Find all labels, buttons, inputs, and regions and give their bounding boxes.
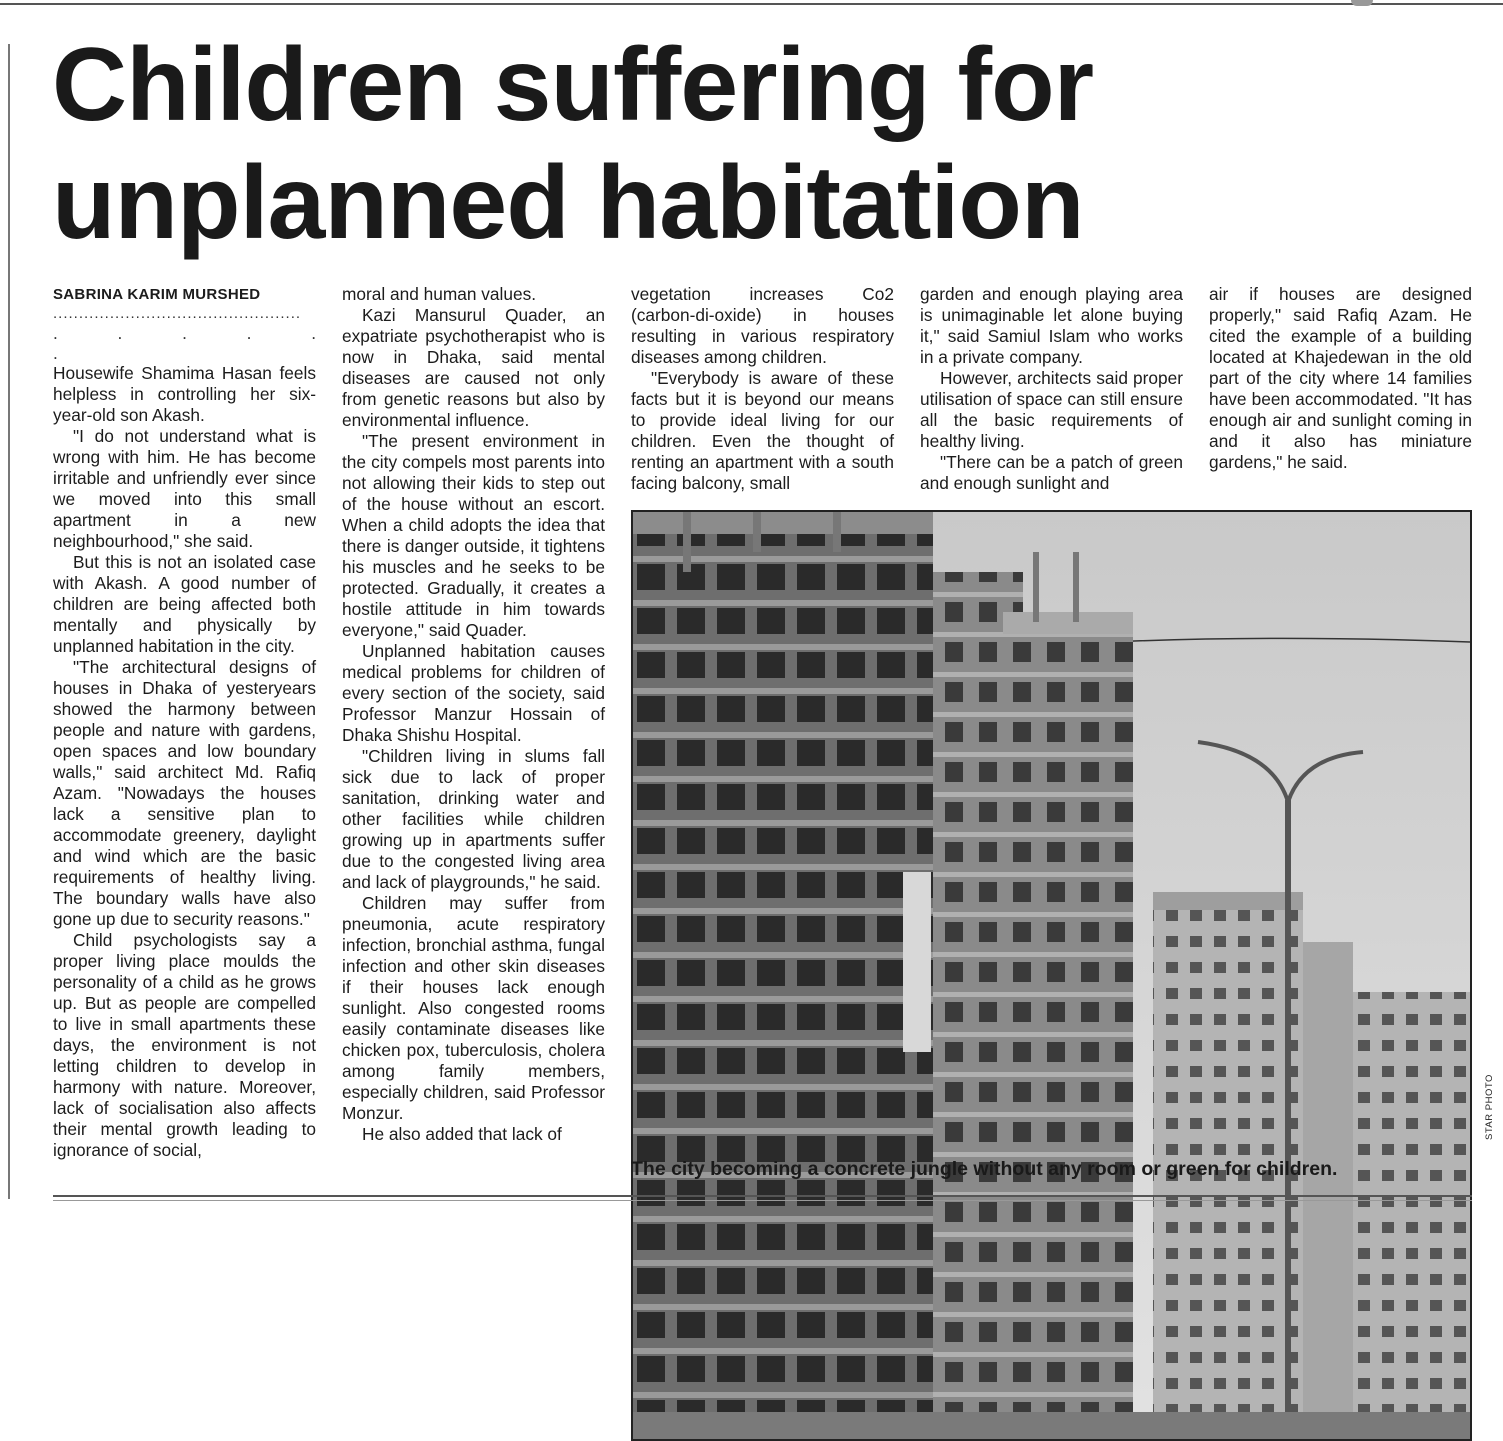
paragraph: Housewife Shamima Hasan feels helpless in controlling her six-year-old son Akash. <box>53 363 316 425</box>
byline-dots: ................................................ <box>53 305 302 322</box>
paragraph: However, architects said proper utilisation of space can still ensure all the basic requirements of healthy living. <box>920 368 1183 451</box>
paragraph: vegetation increases Co2 (carbon-di-oxide) in houses resulting in various respiratory diseases among children. <box>631 284 894 367</box>
paragraph: moral and human values. <box>342 284 537 304</box>
left-column-rule <box>8 44 10 1199</box>
article-column-2 <box>342 284 605 1145</box>
article-column-3 <box>631 284 894 494</box>
city-buildings-illustration <box>633 512 1470 1439</box>
paragraph: Unplanned habitation causes medical problems for children of every section of the society, said Professor Manzur Hossain of Dhaka Shishu Hospital. <box>342 641 605 745</box>
paragraph: "Children living in slums fall sick due to lack of proper sanitation, drinking water and other facilities while children growing up in apartments suffer due to the congested living area and lack of playgrounds," he said. <box>342 746 605 892</box>
paragraph: air if houses are designed properly," said Rafiq Azam. He cited the example of a building located at Khajedewan in the old part of the city where 14 families have been accommodated. "It has enough air and sunlight coming in and it also has miniature gardens," he said. <box>1209 284 1472 472</box>
paragraph: "The architectural designs of houses in Dhaka of yesteryears showed the harmony between people and nature with gardens, open spaces and low boundary walls," said architect Md. Rafiq Azam. "Nowadays the houses lack a sensitive plan to accommodate greenery, daylight and wind which are the basic requirements of healthy living. The boundary walls have also gone up due to security reasons." <box>53 657 316 929</box>
paragraph: "Everybody is aware of these facts but it is beyond our means to provide ideal living for our children. Even the thought of renting an apartment with a south facing balcony, small <box>631 368 894 493</box>
paragraph: "There can be a patch of green and enough sunlight and <box>920 452 1183 493</box>
article-column-5 <box>1209 284 1472 473</box>
bottom-rule <box>53 1195 1472 1197</box>
paragraph: garden and enough playing area is unimaginable let alone buying it," said Samiul Islam who works in a private company. <box>920 284 1183 367</box>
paragraph: Kazi Mansurul Quader, an expatriate psychotherapist who is now in Dhaka, said mental diseases are caused not only from genetic reasons but also by environmental influence. <box>342 305 605 430</box>
paragraph: But this is not an isolated case with Akash. A good number of children are being affected both mentally and physically by unplanned habitation in the city. <box>53 552 316 656</box>
byline-dots-spaced: . . . . . . <box>53 323 316 363</box>
top-mark <box>1351 0 1373 6</box>
byline: SABRINA KARIM MURSHED <box>53 286 261 303</box>
top-rule <box>0 3 1503 5</box>
bottom-rule-thin <box>53 1200 1472 1201</box>
article-column-4 <box>920 284 1183 494</box>
paragraph: "The present environment in the city compels most parents into not allowing their kids to step out of the house without an escort. When a child adopts the idea that there is danger outside, it tightens his muscles and he seeks to be protected. Gradually, it creates a hostile attitude in him towards everyone," said Quader. <box>342 431 605 640</box>
photo-credit: STAR PHOTO <box>1484 1074 1495 1140</box>
article-column-1 <box>53 284 316 1161</box>
photo-caption: The city becoming a concrete jungle without any room or green for children. <box>631 1158 1338 1180</box>
buildings-under-construction-photo <box>633 512 1470 1439</box>
paragraph: He also added that lack of <box>362 1124 562 1144</box>
paragraph: Children may suffer from pneumonia, acute respiratory infection, bronchial asthma, fungal infection and other skin diseases if their houses lack enough sunlight. Also congested rooms easily contaminate diseases like chicken pox, tuberculosis, cholera among family members, especially children, said Professor Monzur. <box>342 893 605 1123</box>
paragraph: Child psychologists say a proper living place moulds the personality of a child as he grows up. But as people are compelled to live in small apartments these days, the environment is not letting children to develop in harmony with nature. Moreover, lack of socialisation also affects their mental growth leading to ignorance of social, <box>53 930 316 1160</box>
headline: Children suffering for unplanned habitation <box>52 27 1094 261</box>
paragraph: "I do not understand what is wrong with him. He has become irritable and unfriendly ever since we moved into this small apartment in a new neighbourhood," she said. <box>53 426 316 551</box>
